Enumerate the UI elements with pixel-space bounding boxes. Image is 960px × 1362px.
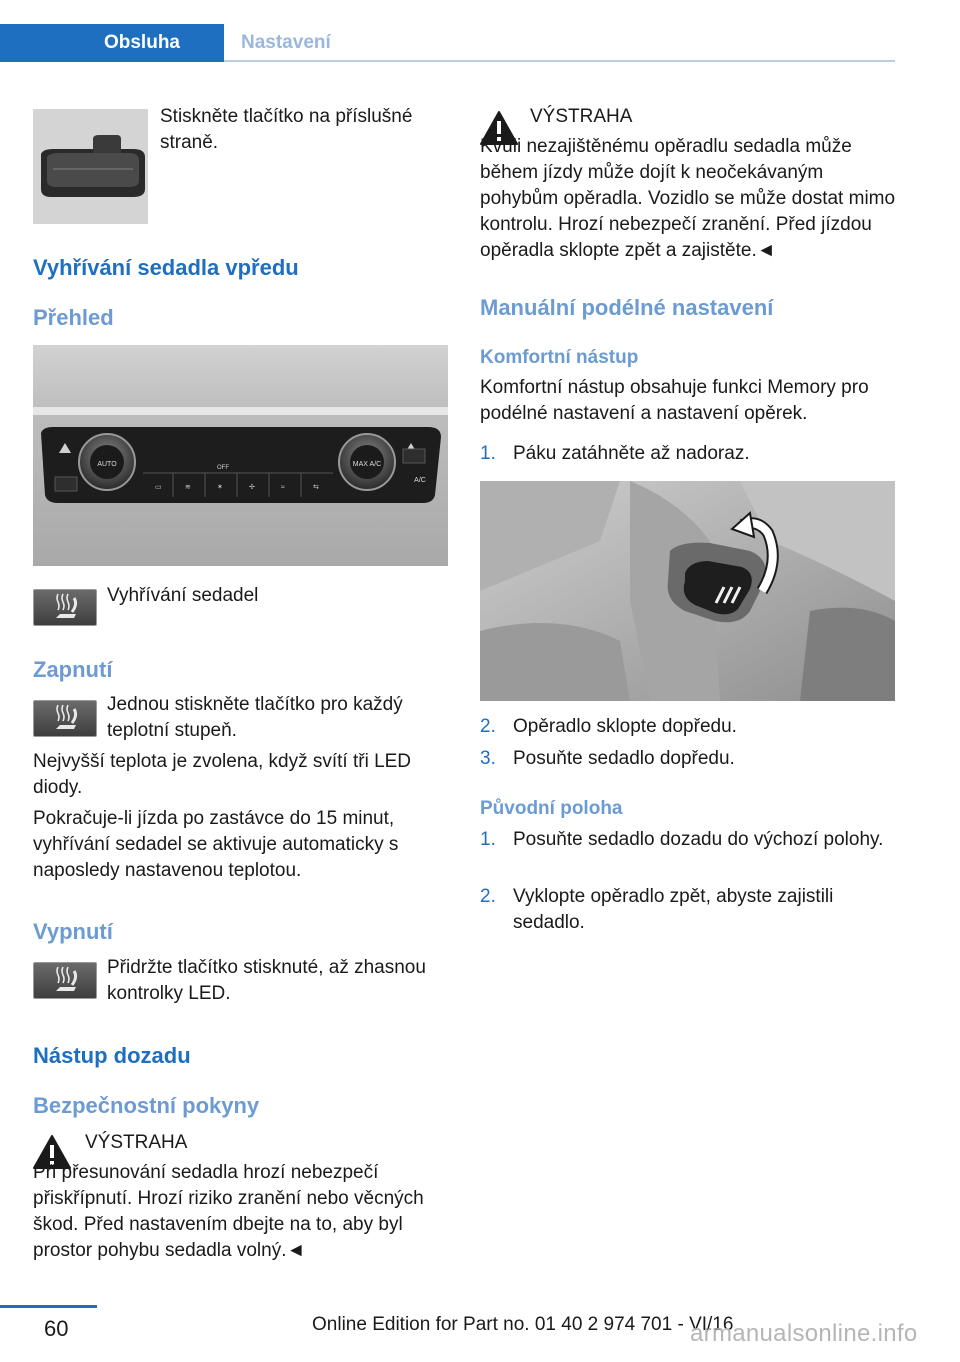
panel-auto-label: AUTO [97,461,117,468]
svg-text:≈: ≈ [281,484,285,491]
warning-text-right: Kvůli nezajištěnému opěradlu sedadla může během jízdy může dojít k neočekávaným pohybům opěradla. Vozidlo se může dostat mimo kontrolu. Hrozí nebezpečí zranění. Před jízdou opěradla sklopte zpět a zajistěte.◄ [480,136,896,261]
switch-on-text: Jednou stiskněte tlačítko pro každý teplotní stupeň. [107,694,403,741]
orig-step-1-number: 1. [480,829,496,850]
heading-original-position: Původní poloha [480,798,623,819]
warning-title-left: VÝSTRAHA [85,1132,188,1153]
orig-step-2-text: Vyklopte opěradlo zpět, abyste zajistili sedadlo. [513,886,834,933]
svg-text:✶: ✶ [217,484,223,491]
tab-underline [224,60,895,62]
heading-seat-heating: Vyhřívání sedadla vpředu [33,255,299,280]
switch-off-text: Přidržte tlačítko stisknuté, až zhasnou kontrolky LED. [107,957,426,1004]
page-number: 60 [44,1316,69,1341]
panel-max-ac-label: MAX A/C [352,461,382,468]
seat-heating-off-icon [33,962,97,999]
online-edition-text: Online Edition for Part no. 01 40 2 974 701 - VI/16 [312,1314,734,1335]
panel-ac-label: A/C [414,477,426,484]
heading-safety: Bezpečnostní pokyny [33,1093,260,1118]
header-tabs [0,24,895,62]
step-3-text: Posuňte sedadlo dopředu. [513,748,735,769]
continue-text: Pokračuje-li jízda po zastávce do 15 minut, vyhřívání sedadel se aktivuje automaticky s naposledy nastavenou teplotou. [33,808,399,881]
comfort-access-text: Komfortní nástup obsahuje funkci Memory pro podélné nastavení a nastavení opěrek. [480,377,869,424]
press-button-text: Stiskněte tlačítko na příslušné straně. [160,106,413,153]
seat-heating-label: Vyhřívání sedadel [107,585,259,606]
seat-heating-on-icon [33,700,97,737]
step-2-number: 2. [480,716,496,737]
panel-off-label: OFF [217,465,229,471]
svg-text:▭: ▭ [155,484,162,491]
svg-text:≋: ≋ [185,484,191,491]
svg-text:✢: ✢ [249,484,255,491]
climate-panel-photo [33,345,448,566]
warning-text-left: Při přesunování sedadla hrozí nebezpečí přiskřípnutí. Hrozí riziko zranění nebo věcných škod. Před nastavením dbejte na to, aby byl prostor pohybu sedadla volný.◄ [33,1162,424,1261]
step-1-text: Páku zatáhněte až nadoraz. [513,443,750,464]
tab-obsluha[interactable]: Obsluha [0,24,224,62]
warning-title-right: VÝSTRAHA [530,106,633,127]
orig-step-1-text: Posuňte sedadlo dozadu do výchozí polohy. [513,829,884,850]
heading-rear-access: Nástup dozadu [33,1043,191,1068]
orig-step-2-number: 2. [480,886,496,907]
heading-overview: Přehled [33,305,114,330]
seat-button-photo [33,109,148,224]
tab-nastaveni[interactable]: Nastavení [241,32,331,53]
step-1-number: 1. [480,443,496,464]
heading-switch-off: Vypnutí [33,919,113,944]
seat-lever-photo [480,481,895,701]
max-temp-text: Nejvyšší teplota je zvolena, když svítí tři LED diody. [33,751,412,798]
heading-comfort-access: Komfortní nástup [480,347,639,368]
svg-text:⇆: ⇆ [313,484,319,491]
watermark-text: armanualsonline.info [690,1320,918,1347]
step-2-text: Opěradlo sklopte dopředu. [513,716,737,737]
seat-heating-icon [33,589,97,626]
heading-manual-adjust: Manuální podélné nastavení [480,295,774,320]
heading-switch-on: Zapnutí [33,657,113,682]
footer-rule [0,1305,97,1308]
step-3-number: 3. [480,748,496,769]
